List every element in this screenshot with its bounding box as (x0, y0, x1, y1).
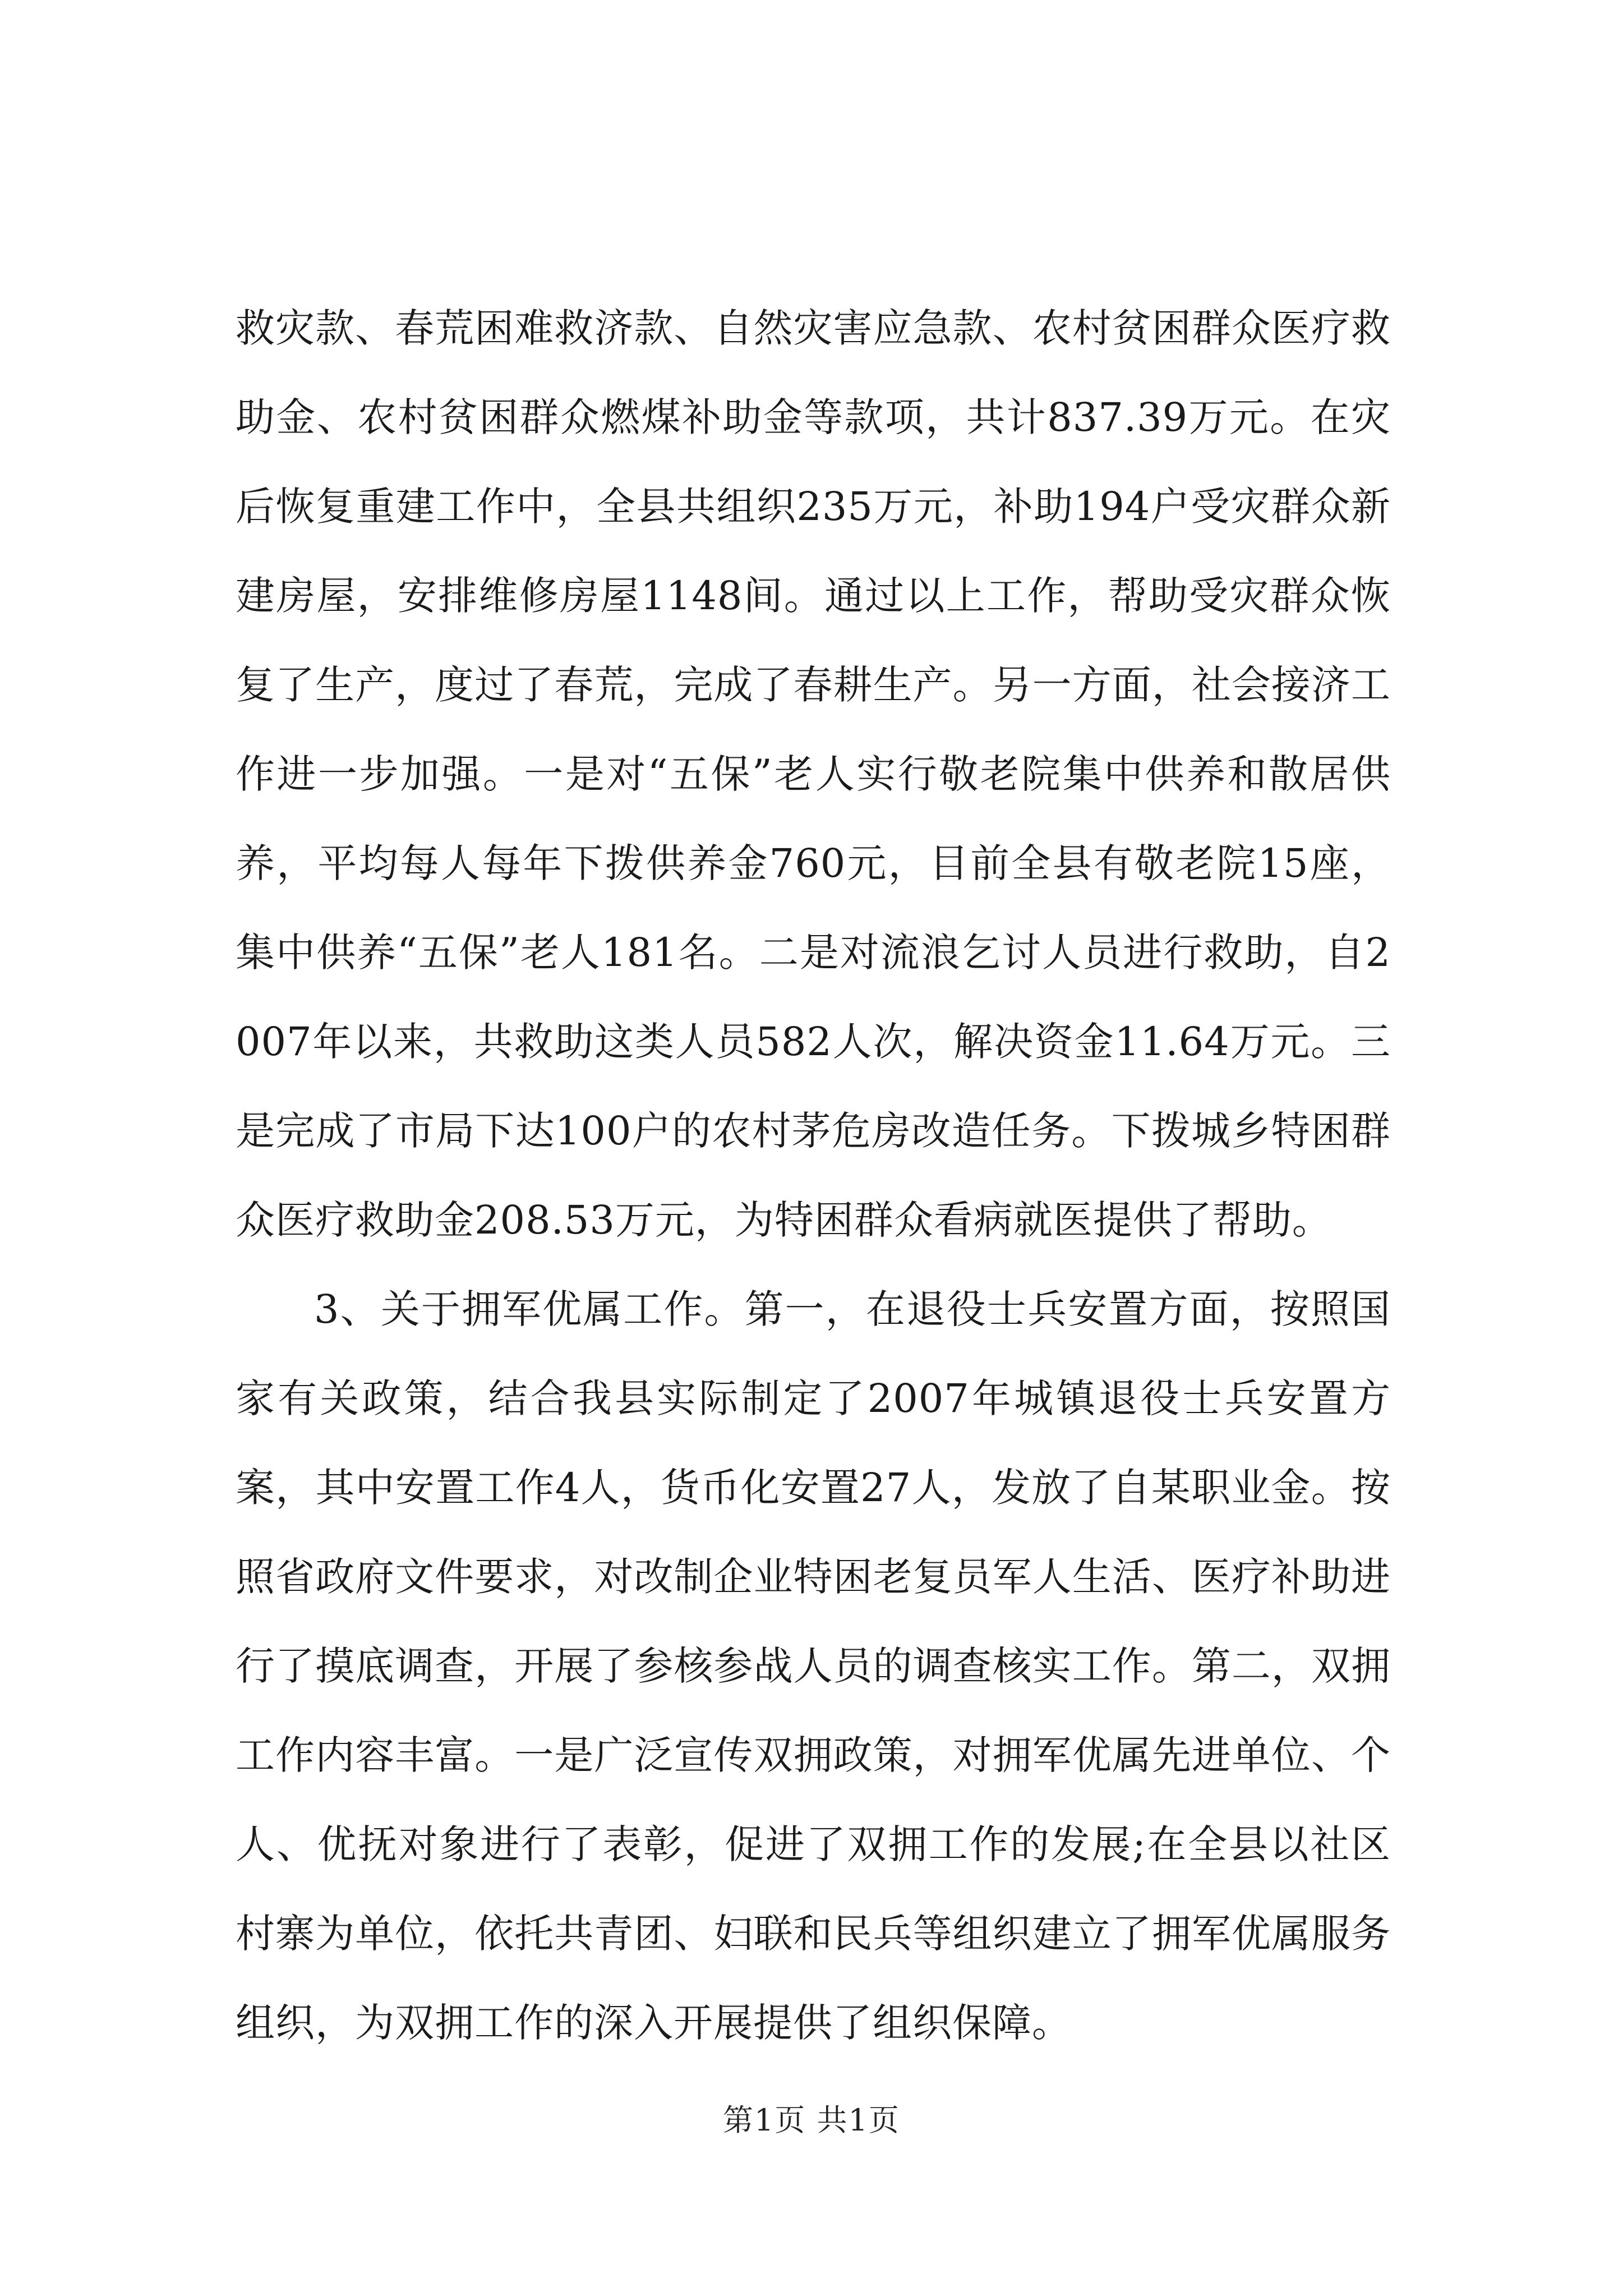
page-footer: 第1页 共1页 (723, 2102, 900, 2138)
paragraph-military-support: 3、关于拥军优属工作。第一，在退役士兵安置方面，按照国家有关政策，结合我县实际制定了2007年城镇退役士兵安置方案，其中安置工作4人，货币化安置27人，发放了自某职业金。按照省政府文件要求，对改制企业特困老复员军人生活、医疗补助进行了摸底调查，开展了参核参战人员的调查核实工作。第二，双拥工作内容丰富。一是广泛宣传双拥政策，对拥军优属先进单位、个人、优抚对象进行了表彰，促进了双拥工作的发展;在全县以社区村寨为单位，依托共青团、妇联和民兵等组织建立了拥军优属服务组织，为双拥工作的深入开展提供了组织保障。 (236, 1286, 1391, 2046)
paragraph-relief-funds: 救灾款、春荒困难救济款、自然灾害应急款、农村贫困群众医疗救助金、农村贫困群众燃煤补助金等款项，共计837.39万元。在灾后恢复重建工作中，全县共组织235万元，补助194户受灾群众新建房屋，安排维修房屋1148间。通过以上工作，帮助受灾群众恢复了生产，度过了春荒，完成了春耕生产。另一方面，社会接济工作进一步加强。一是对“五保”老人实行敬老院集中供养和散居供养，平均每人每年下拨供养金760元，目前全县有敬老院15座，集中供养“五保”老人181名。二是对流浪乞讨人员进行救助，自2007年以来，共救助这类人员582人次，解决资金11.64万元。三是完成了市局下达100户的农村茅危房改造任务。下拨城乡特困群众医疗救助金208.53万元，为特困群众看病就医提供了帮助。 (236, 305, 1391, 1243)
body-text (236, 284, 1391, 2068)
